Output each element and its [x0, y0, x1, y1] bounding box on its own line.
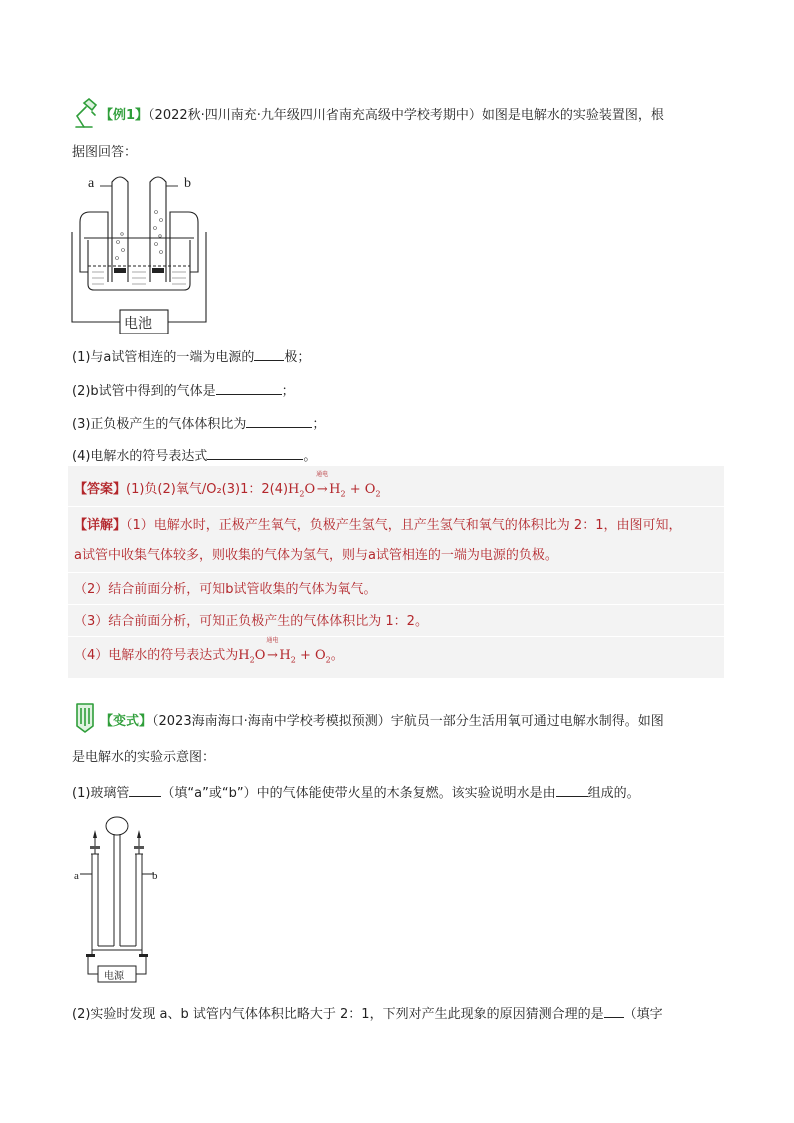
detail-tag: 【详解】 — [74, 518, 127, 533]
example-stem: 如图是电解水的实验装置图，根 — [481, 108, 664, 123]
question-1-suffix: 极； — [284, 350, 311, 365]
answer-blank[interactable] — [604, 1003, 624, 1018]
answer-tag: 【答案】 — [74, 482, 127, 497]
answer-text: (1)负(2)氧气/O₂(3)1：2(4) — [126, 482, 289, 497]
example-source: （2022秋·四川南充·九年级四川省南充高级中学校考期中） — [148, 108, 482, 123]
answer-blank[interactable] — [556, 782, 588, 797]
variant-header — [100, 712, 720, 732]
variant-source: （2023海南海口·海南中学校考模拟预测） — [152, 714, 391, 729]
detail-text-5: （4）电解水的符号表达式为 — [74, 648, 239, 663]
answer-blank[interactable] — [254, 346, 284, 361]
detail-line-1 — [74, 516, 681, 536]
figure-label-a: a — [88, 176, 95, 191]
power-source-label: 电源 — [104, 971, 124, 982]
question-4-suffix: 。 — [303, 449, 317, 464]
detail-line-5 — [74, 637, 344, 671]
question-1 — [72, 346, 724, 368]
detail-text-5-suffix: 。 — [330, 648, 344, 663]
detail-text-1: （1）电解水时，正极产生氧气，负极产生氢气，且产生氢气和氧气的体积比为 2：1，由图可知， — [126, 518, 682, 533]
battery-label: 电池 — [124, 316, 152, 332]
figure-label-b: b — [152, 870, 158, 882]
question-1-text: (1)与a试管相连的一端为电源的 — [72, 350, 255, 365]
answer-blank[interactable] — [216, 380, 282, 395]
detail-formula: $H_2O$ 通电 → $H_2 + O_2$ — [238, 637, 331, 665]
answer-blank[interactable] — [246, 413, 312, 428]
variant-question-1-text: (1)玻璃管 — [72, 786, 130, 801]
variant-question-2-suffix: （填字 — [623, 1007, 663, 1022]
variant-tag: 【变式】 — [100, 714, 153, 729]
example-tag: 【例1】 — [100, 108, 149, 123]
question-3-suffix: ； — [312, 417, 326, 432]
question-4 — [72, 445, 724, 467]
answer-formula: $H_2O$ 通电 → $H_2 + O_2$ — [288, 471, 381, 499]
answer-blank[interactable] — [207, 445, 303, 460]
variant-stem-line2: 是电解水的实验示意图： — [72, 750, 216, 765]
variant-question-2-text: (2)实验时发现 a、b 试管内气体体积比略大于 2：1，下列对产生此现象的原因猜测合理的是 — [72, 1007, 604, 1022]
question-2-suffix: ； — [281, 384, 295, 399]
electrolysis-apparatus-figure — [74, 814, 160, 986]
detail-line-4: （3）结合前面分析，可知正负极产生的气体体积比为 1：2。 — [74, 614, 428, 629]
pencil-icon — [74, 702, 96, 734]
question-3-text: (3)正负极产生的气体体积比为 — [72, 417, 247, 432]
variant-question-1 — [72, 782, 724, 804]
question-2 — [72, 380, 724, 402]
detail-line-3: （2）结合前面分析，可知b试管收集的气体为氧气。 — [74, 582, 377, 597]
answer-box — [68, 466, 724, 678]
question-4-text: (4)电解水的符号表达式 — [72, 449, 208, 464]
question-2-text: (2)b试管中得到的气体是 — [72, 384, 216, 399]
figure-label-a: a — [74, 870, 79, 882]
electrolysis-apparatus-figure — [70, 172, 210, 334]
question-3 — [72, 413, 724, 435]
variant-question-2 — [72, 1003, 724, 1025]
variant-question-1-suffix: 组成的。 — [587, 786, 640, 801]
variant-question-1-mid: （填“a”或“b”）中的气体能使带火星的木条复燃。该实验说明水是由 — [161, 786, 556, 801]
example-header — [100, 106, 720, 126]
variant-stem: 宇航员一部分生活用氧可通过电解水制得。如图 — [390, 714, 664, 729]
detail-line-2: a试管中收集气体较多，则收集的气体为氢气，则与a试管相连的一端为电源的负极。 — [74, 548, 558, 563]
lamp-icon — [72, 98, 98, 130]
answer-row — [74, 471, 381, 505]
answer-blank[interactable] — [129, 782, 161, 797]
figure-label-b: b — [184, 176, 191, 191]
example-stem-line2: 据图回答： — [72, 145, 138, 160]
